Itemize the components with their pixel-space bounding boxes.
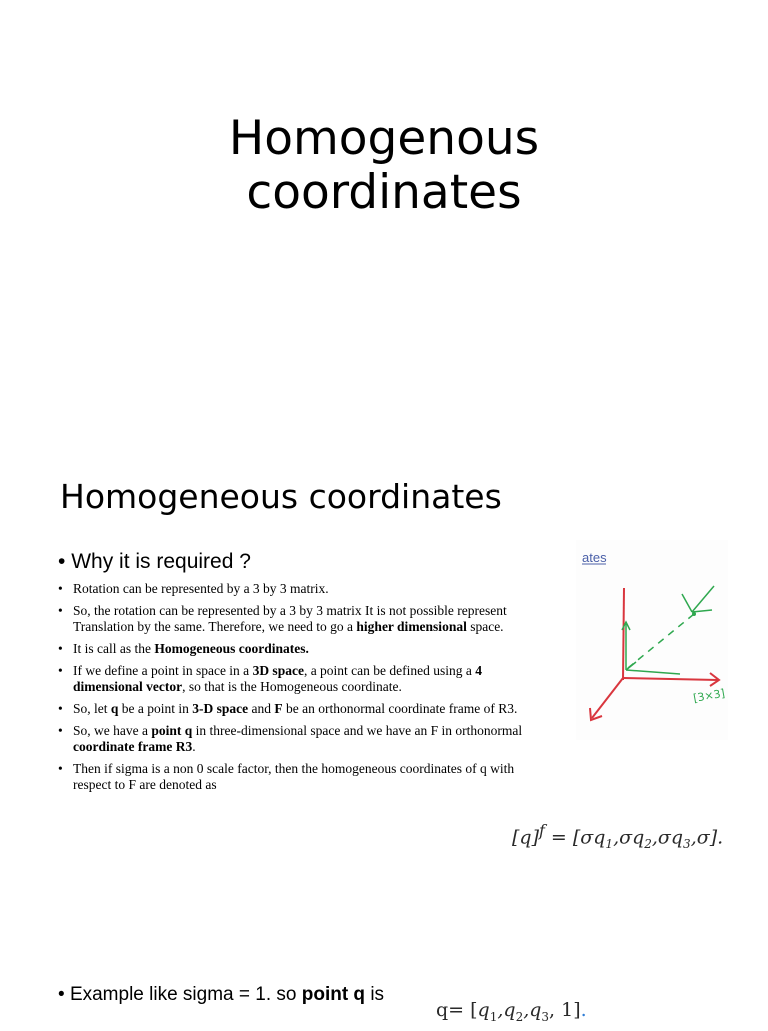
bullet-bold-text: 4 dimensional vector [73,663,483,694]
eq-sub: 1 [489,1009,498,1024]
bullet-item [58,761,540,793]
green-frame-y [626,670,680,674]
section-title: Homogeneous coordinates [60,477,502,516]
eq-term: . [717,826,724,849]
example-text: is [365,984,385,1005]
eq-term: ,q [497,999,516,1021]
y-axis [623,678,718,680]
eq-sup: f [539,821,545,840]
bullet-item [58,641,540,657]
bullet-text: be an orthonormal coordinate frame of R3. [282,701,518,716]
lead-bullet: • Why it is required ? [58,550,251,573]
coordinate-axes-drawing [576,540,728,740]
eq-sub: 2 [515,1009,524,1024]
eq-term: = [ [544,826,581,849]
homogeneous-equation [512,817,723,858]
eq-term: ,σq [651,826,684,849]
bullet-bold-text: higher dimensional [356,619,467,634]
eq-sub: 1 [605,837,614,852]
green-note: [3×3] [692,686,726,705]
eq-term: q [477,999,490,1021]
green-arrow-1 [682,594,692,612]
bullet-bold-text: F [274,701,283,716]
bullet-text: So, let [73,701,111,716]
eq-term: . [580,999,587,1021]
eq-sub: 3 [683,837,691,852]
bullet-item [58,581,540,597]
coordinate-frame-sketch [576,540,728,740]
bullet-text: Rotation can be represented by a 3 by 3 matrix. [73,581,329,596]
bullet-text: So, we have a [73,723,152,738]
figure-label: ates [582,550,607,565]
example-equation [436,996,587,1031]
bullet-text: , a point can be defined using a [303,663,476,678]
eq-term: ,σ] [690,826,718,849]
bullet-text: So, the rotation can be represented by a 3 by 3 matrix It is not possible represent Translation by the same. Therefore, we need to go a [73,603,507,634]
bullet-text: If we define a point in space in a [73,663,253,678]
eq-term: q= [ [436,999,478,1021]
slide-title-line-2: coordinates [246,165,522,220]
lead-bullet-text: Why it is required ? [71,550,251,573]
bullet-bold-text: point q [151,723,193,738]
bullet-text: be a point in [118,701,193,716]
x-axis [592,678,623,718]
example-bullet: • Example like sigma = 1. so point q is [58,984,385,1005]
bullet-text: and [248,701,275,716]
bullet-text: It is call as the [73,641,155,656]
bullet-text: in three-dimensional space and we have an F in orthonormal [192,723,523,738]
bullet-text: , so that is the Homogeneous coordinate. [182,679,402,694]
green-arrow-3 [692,610,712,612]
eq-term: σq [580,826,606,849]
green-point [692,612,696,616]
bullet-bold-text: Homogeneous coordinates. [154,641,309,656]
bullet-text: . [192,739,196,754]
z-axis [623,588,624,680]
example-bold-text: point q [301,984,366,1005]
eq-sub: 3 [541,1009,550,1024]
slide-title [0,112,768,220]
example-text: Example like sigma = 1. so [69,984,302,1005]
bullet-text: Then if sigma is a non 0 scale factor, then the homogeneous coordinates of q with respect to F are denoted as [73,761,515,792]
green-position-vector [628,614,694,668]
slide-title-line-1: Homogenous [228,111,540,166]
eq-term: [q] [512,826,539,849]
bullet-item [58,701,540,717]
bullet-item [58,603,540,635]
bullet-bold-text: 3-D space [192,701,249,716]
bullet-bold-text: coordinate frame R3 [73,739,193,754]
bullet-text: space. [466,619,504,634]
bullet-bold-text: q [110,701,119,716]
eq-sub: 2 [644,837,652,852]
bullet-item [58,723,540,755]
bullet-list [58,581,540,799]
green-arrow-2 [692,586,714,612]
eq-term: ,q [523,999,542,1021]
bullet-item [58,663,540,695]
eq-term: , 1] [549,999,581,1021]
eq-term: ,σq [613,826,645,849]
bullet-bold-text: 3D space [252,663,304,678]
